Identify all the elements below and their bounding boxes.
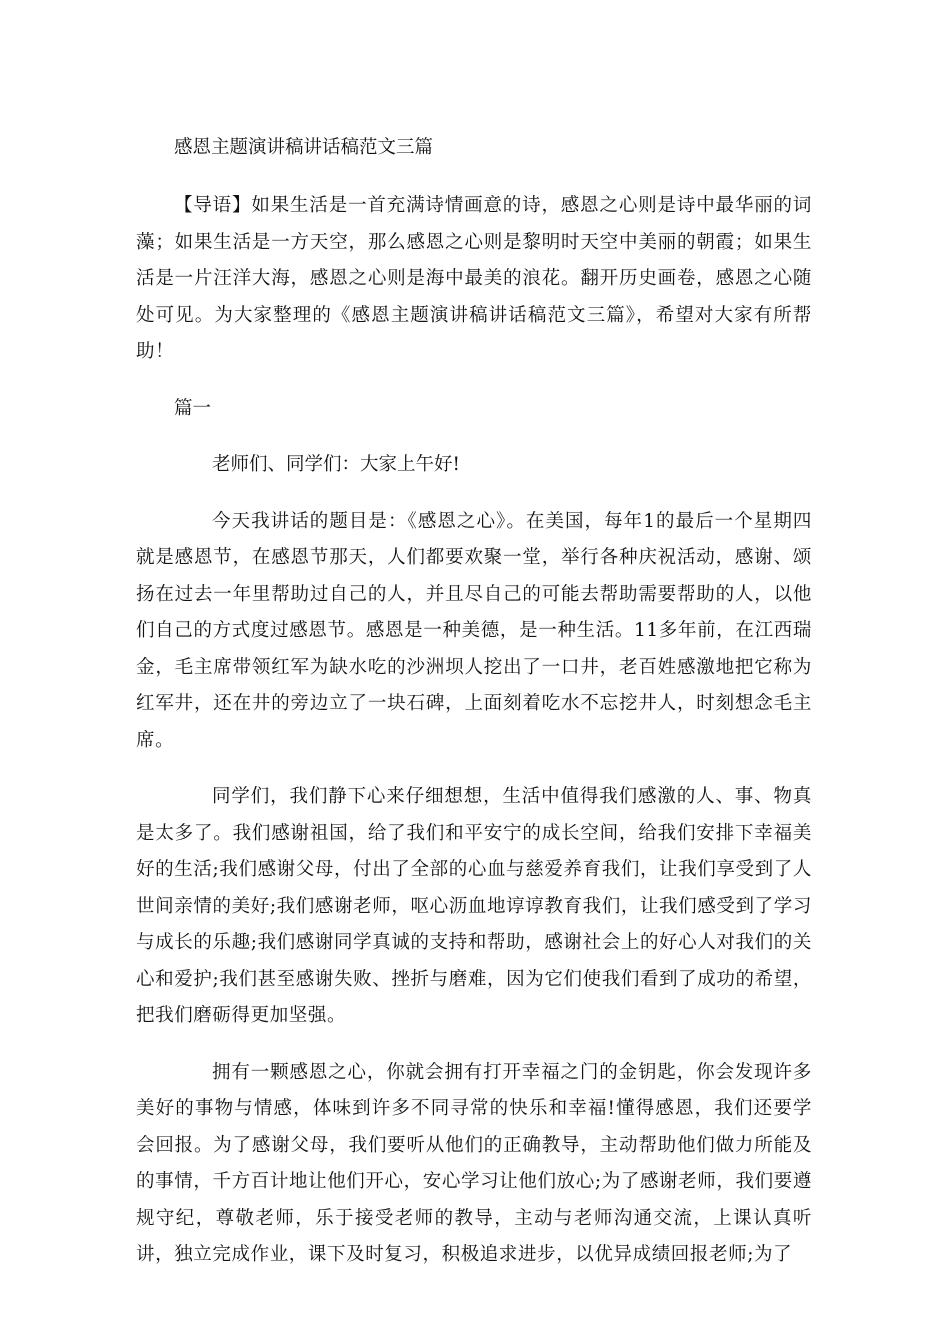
document-page bbox=[136, 128, 812, 1294]
body-paragraph-2: 同学们，我们静下心来仔细想想，生活中值得我们感激的人、事、物真是太多了。我们感谢祖国，给了我们和平安宁的成长空间，给我们安排下幸福美好的生活;我们感谢父母，付出了全部的心血与慈爱养育我们，让我们享受到了人世间亲情的美好;我们感谢老师，呕心沥血地谆谆教育我们，让我们感受到了学习与成长的乐趣;我们感谢同学真诚的支持和帮助，感谢社会上的好心人对我们的关心和爱护;我们甚至感谢失败、挫折与磨难，因为它们使我们看到了成功的希望，把我们磨砺得更加坚强。 bbox=[136, 786, 812, 1026]
body-paragraph-3: 拥有一颗感恩之心，你就会拥有打开幸福之门的金钥匙，你会发现许多美好的事物与情感，体味到许多不同寻常的快乐和幸福!懂得感恩，我们还要学会回报。为了感谢父母，我们要听从他们的正确教导，主动帮助他们做力所能及的事情，千方百计地让他们开心，安心学习让他们放心;为了感谢老师，我们要遵规守纪，尊敬老师，乐于接受老师的教导，主动与老师沟通交流，上课认真听讲，独立完成作业，课下及时复习，积极追求进步，以优异成绩回报老师;为了 bbox=[136, 1061, 812, 1265]
document-title: 感恩主题演讲稿讲话稿范文三篇 bbox=[174, 137, 434, 158]
greeting-line: 老师们、同学们：大家上午好! bbox=[212, 454, 460, 475]
section-heading: 篇一 bbox=[174, 397, 212, 419]
intro-paragraph: 【导语】如果生活是一首充满诗情画意的诗，感恩之心则是诗中最华丽的词藻；如果生活是一方天空，那么感恩之心则是黎明时天空中美丽的朝霞；如果生活是一片汪洋大海，感恩之心则是海中最美的浪花。翻开历史画卷，感恩之心随处可见。为大家整理的《感恩主题演讲稿讲话稿范文三篇》，希望对大家有所帮助！ bbox=[136, 195, 812, 362]
body-paragraph-1: 今天我讲话的题目是：《感恩之心》。在美国，每年1的最后一个星期四就是感恩节，在感恩节那天，人们都要欢聚一堂，举行各种庆祝活动，感谢、颂扬在过去一年里帮助过自己的人，并且尽自己的可能去帮助需要帮助的人，以他们自己的方式度过感恩节。感恩是一种美德，是一种生活。11多年前，在江西瑞金，毛主席带领红军为缺水吃的沙洲坝人挖出了一口井，老百姓感激地把它称为红军井，还在井的旁边立了一块石碑，上面刻着吃水不忘挖井人，时刻想念毛主席。 bbox=[136, 510, 812, 751]
